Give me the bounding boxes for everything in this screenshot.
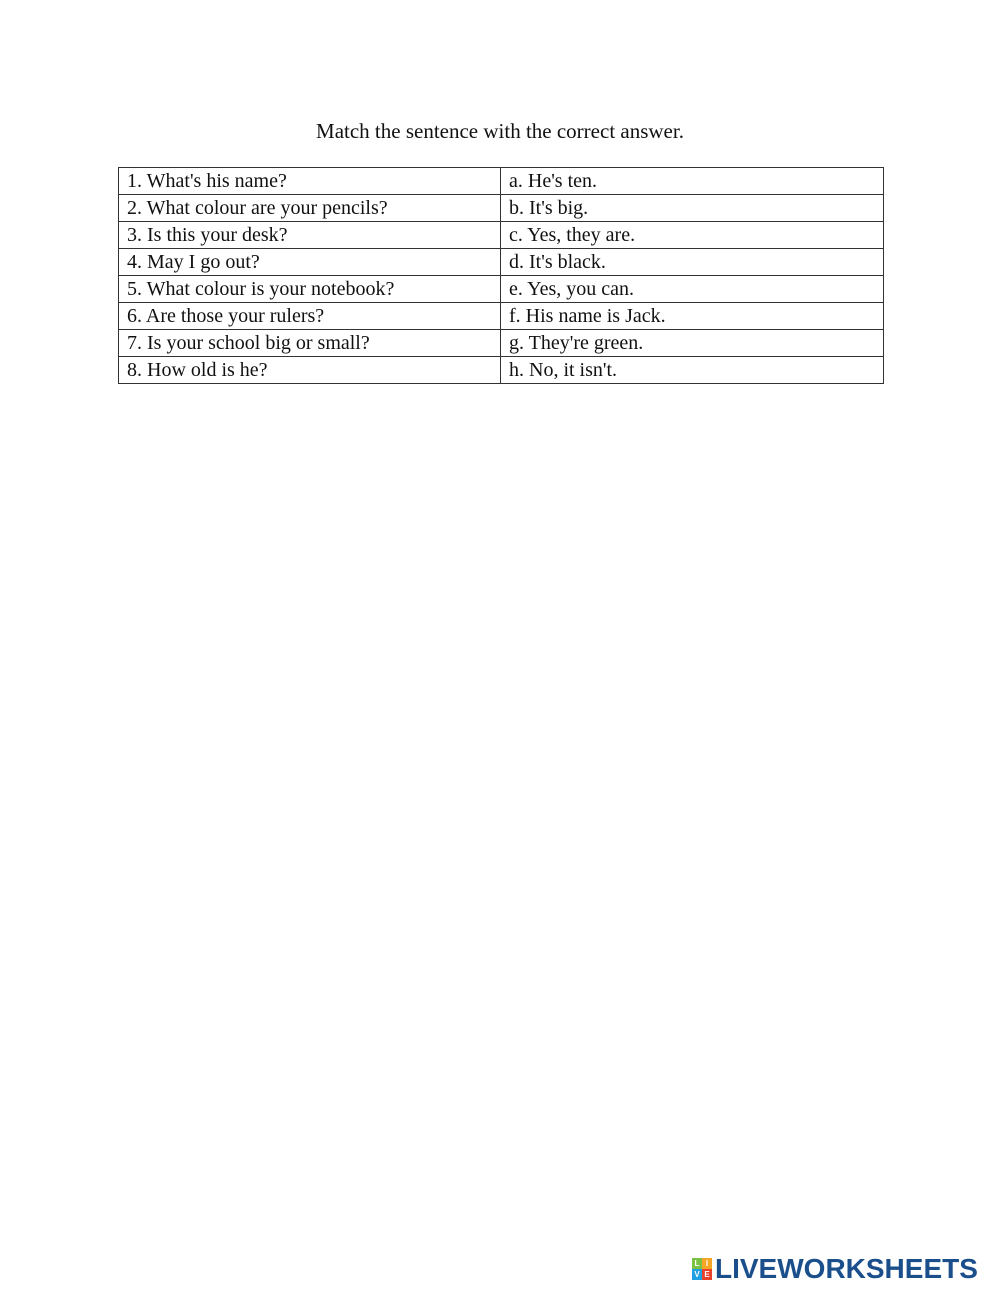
answer-cell: g. They're green. bbox=[501, 330, 884, 357]
matching-table bbox=[118, 167, 884, 384]
table-row bbox=[119, 276, 884, 303]
answer-cell: d. It's black. bbox=[501, 249, 884, 276]
question-cell: 4. May I go out? bbox=[119, 249, 501, 276]
liveworksheets-logo bbox=[692, 1255, 978, 1283]
logo-letter: L bbox=[692, 1258, 702, 1269]
answer-cell: h. No, it isn't. bbox=[501, 357, 884, 384]
table-row bbox=[119, 330, 884, 357]
table-row bbox=[119, 195, 884, 222]
question-cell: 5. What colour is your notebook? bbox=[119, 276, 501, 303]
table-row bbox=[119, 303, 884, 330]
answer-cell: b. It's big. bbox=[501, 195, 884, 222]
table-row bbox=[119, 168, 884, 195]
worksheet-title: Match the sentence with the correct answer. bbox=[316, 119, 684, 143]
answer-cell: e. Yes, you can. bbox=[501, 276, 884, 303]
question-cell: 6. Are those your rulers? bbox=[119, 303, 501, 330]
question-cell: 1. What's his name? bbox=[119, 168, 501, 195]
answer-cell: f. His name is Jack. bbox=[501, 303, 884, 330]
logo-letter: I bbox=[702, 1258, 712, 1269]
answer-cell: c. Yes, they are. bbox=[501, 222, 884, 249]
question-cell: 2. What colour are your pencils? bbox=[119, 195, 501, 222]
table-row bbox=[119, 249, 884, 276]
logo-mark-icon bbox=[692, 1258, 712, 1280]
question-cell: 8. How old is he? bbox=[119, 357, 501, 384]
logo-letter: V bbox=[692, 1269, 702, 1280]
table-row bbox=[119, 222, 884, 249]
logo-letter: E bbox=[702, 1269, 712, 1280]
table-row bbox=[119, 357, 884, 384]
logo-text: LIVEWORKSHEETS bbox=[715, 1253, 978, 1284]
question-cell: 7. Is your school big or small? bbox=[119, 330, 501, 357]
answer-cell: a. He's ten. bbox=[501, 168, 884, 195]
question-cell: 3. Is this your desk? bbox=[119, 222, 501, 249]
